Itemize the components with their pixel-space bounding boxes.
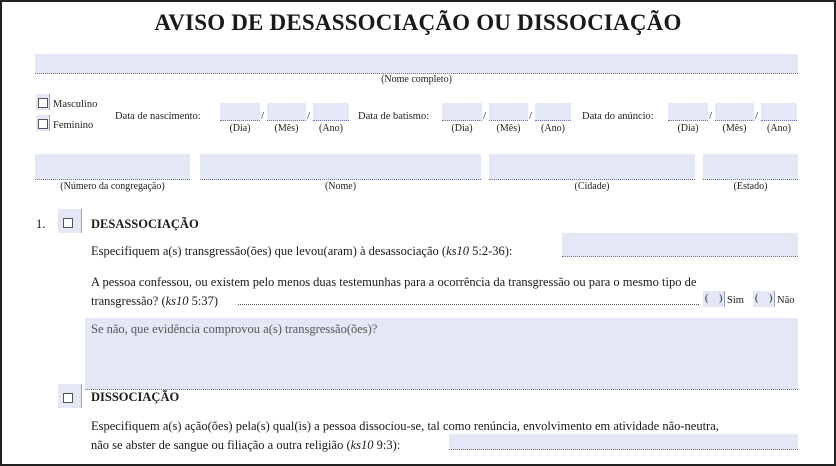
section1-q1: Especifiquem a(s) transgressão(ões) que levou(aram) à desassociação (ks10 5:2-36): bbox=[91, 244, 513, 258]
birth-sep-2: / bbox=[307, 110, 311, 122]
birth-sep-1: / bbox=[261, 110, 265, 122]
baptism-date-label: Data de batismo: bbox=[358, 111, 430, 122]
section1-q2-line2: transgressão? (ks10 5:37) bbox=[91, 294, 219, 308]
male-checkbox-area[interactable] bbox=[36, 94, 50, 110]
section1-heading: DESASSOCIAÇÃO bbox=[91, 217, 199, 231]
transgression-field[interactable] bbox=[562, 233, 798, 257]
baptism-year-field[interactable] bbox=[535, 103, 571, 121]
yes-label: Sim bbox=[727, 295, 744, 306]
congregation-city-field[interactable] bbox=[489, 154, 695, 180]
birth-month-caption: (Mês) bbox=[274, 123, 299, 134]
announcement-year-field[interactable] bbox=[761, 103, 797, 121]
form-title: AVISO DE DESASSOCIAÇÃO OU DISSOCIAÇÃO bbox=[154, 10, 682, 35]
disassociation-checkbox-area[interactable] bbox=[58, 384, 82, 408]
announcement-date-label: Data do anúncio: bbox=[582, 111, 654, 122]
announcement-day-field[interactable] bbox=[668, 103, 708, 121]
congregation-state-field[interactable] bbox=[703, 154, 798, 180]
birth-year-caption: (Ano) bbox=[319, 123, 343, 134]
disfellowship-checkbox[interactable] bbox=[63, 218, 73, 228]
congregation-number-field[interactable] bbox=[35, 154, 190, 180]
birth-month-field[interactable] bbox=[267, 103, 306, 121]
announcement-sep-1: / bbox=[709, 110, 713, 122]
no-label: Não bbox=[777, 295, 795, 306]
baptism-month-field[interactable] bbox=[489, 103, 528, 121]
baptism-year-caption: (Ano) bbox=[541, 123, 565, 134]
no-checkbox[interactable]: ( ) bbox=[753, 291, 775, 307]
female-label: Feminino bbox=[53, 120, 94, 131]
congregation-name-caption: (Nome) bbox=[324, 181, 357, 192]
disassociation-checkbox[interactable] bbox=[63, 393, 73, 403]
congregation-state-caption: (Estado) bbox=[733, 181, 768, 192]
section2-q-line1: Especifiquem a(s) ação(ões) pela(s) qual(is) a pessoa dissociou-se, tal como renúncia, envolvimento em atividade não-neutra, bbox=[91, 419, 719, 433]
female-checkbox[interactable] bbox=[38, 119, 48, 129]
baptism-sep-2: / bbox=[529, 110, 533, 122]
baptism-day-field[interactable] bbox=[442, 103, 482, 121]
baptism-sep-1: / bbox=[483, 110, 487, 122]
female-checkbox-area[interactable] bbox=[36, 115, 50, 131]
q2-leader-dots bbox=[238, 304, 699, 305]
section2-heading: DISSOCIAÇÃO bbox=[91, 390, 180, 404]
birth-day-field[interactable] bbox=[220, 103, 260, 121]
birth-day-caption: (Dia) bbox=[229, 123, 251, 134]
full-name-field[interactable] bbox=[35, 54, 798, 74]
congregation-number-caption: (Número da congregação) bbox=[60, 181, 165, 192]
male-label: Masculino bbox=[53, 99, 98, 110]
full-name-caption: (Nome completo) bbox=[381, 74, 452, 85]
section2-q-line2: não se abster de sangue ou filiação a outra religião (ks10 9:3): bbox=[91, 438, 401, 452]
birth-date-label: Data de nascimento: bbox=[115, 111, 201, 122]
disfellowship-checkbox-area[interactable] bbox=[58, 209, 82, 233]
yes-checkbox[interactable]: ( ) bbox=[703, 291, 725, 307]
announcement-day-caption: (Dia) bbox=[677, 123, 699, 134]
section1-q2-line1: A pessoa confessou, ou existem pelo menos duas testemunhas para a ocorrência da transgressão ou para o mesmo tipo de bbox=[91, 275, 697, 289]
announcement-month-field[interactable] bbox=[715, 103, 754, 121]
congregation-city-caption: (Cidade) bbox=[574, 181, 610, 192]
baptism-month-caption: (Mês) bbox=[496, 123, 521, 134]
announcement-sep-2: / bbox=[755, 110, 759, 122]
birth-year-field[interactable] bbox=[313, 103, 349, 121]
congregation-name-field[interactable] bbox=[200, 154, 481, 180]
male-checkbox[interactable] bbox=[38, 98, 48, 108]
section1-number: 1. bbox=[36, 217, 46, 231]
announcement-month-caption: (Mês) bbox=[722, 123, 747, 134]
baptism-day-caption: (Dia) bbox=[451, 123, 473, 134]
announcement-year-caption: (Ano) bbox=[767, 123, 791, 134]
disassociation-action-field[interactable] bbox=[449, 434, 798, 450]
section1-q3: Se não, que evidência comprovou a(s) transgressão(ões)? bbox=[91, 322, 378, 336]
